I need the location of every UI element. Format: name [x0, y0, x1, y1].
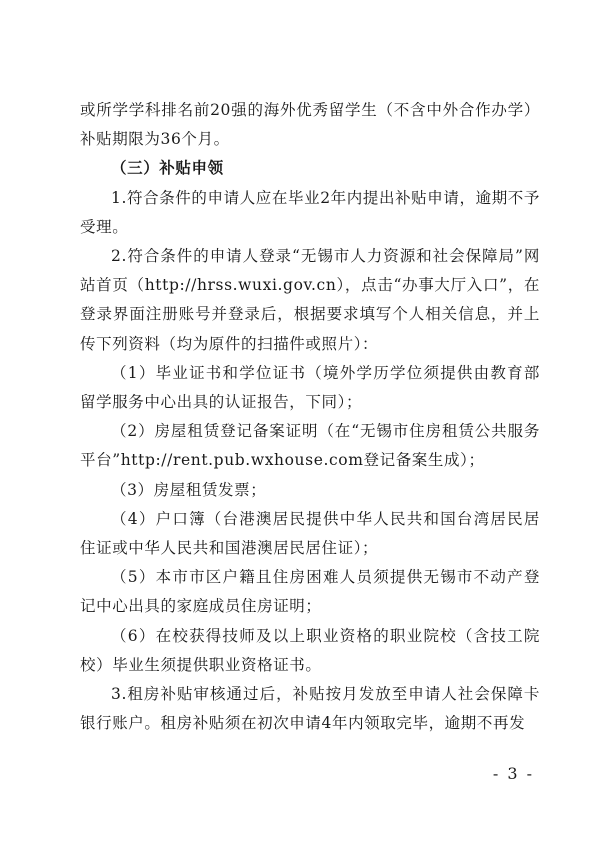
paragraph-continuation: 或所学学科排名前20强的海外优秀留学生（不含中外合作办学）补贴期限为36个月。 — [80, 101, 540, 149]
paragraph-subitem-5: （5）本市市区户籍且住房困难人员须提供无锡市不动产登记中心出具的家庭成员住房证明； — [80, 568, 540, 616]
paragraph-item-1: 1.符合条件的申请人应在毕业2年内提出补贴申请，逾期不予受理。 — [80, 188, 540, 236]
body-text — [80, 96, 540, 738]
paragraph-item-3: 3.租房补贴审核通过后，补贴按月发放至申请人社会保障卡银行账户。租房补贴须在初次申请4年内领取完毕，逾期不再发 — [80, 685, 540, 733]
section-heading: （三）补贴申领 — [111, 159, 224, 178]
paragraph-item-2: 2.符合条件的申请人登录“无锡市人力资源和社会保障局”网站首页（http://hrss.wuxi.gov.cn），点击“办事大厅入口”，在登录界面注册账号并登录后，根据要求填写个人相关信息，并上传下列资料（均为原件的扫描件或照片）： — [80, 247, 540, 353]
page-number: - 3 - — [492, 764, 534, 783]
paragraph-subitem-1: （1）毕业证书和学位证书（境外学历学位须提供由教育部留学服务中心出具的认证报告，下同）； — [80, 363, 540, 412]
paragraph-subitem-4: （4）户口簿（台港澳居民提供中华人民共和国台湾居民居住证或中华人民共和国港澳居民居住证）； — [80, 509, 540, 558]
paragraph-subitem-3: （3）房屋租赁发票； — [111, 480, 267, 499]
paragraph-subitem-2: （2）房屋租赁登记备案证明（在“无锡市住房租赁公共服务平台”http://rent.pub.wxhouse.com登记备案生成）； — [80, 422, 540, 470]
paragraph-subitem-6: （6）在校获得技师及以上职业资格的职业院校（含技工院校）毕业生须提供职业资格证书。 — [80, 626, 540, 674]
